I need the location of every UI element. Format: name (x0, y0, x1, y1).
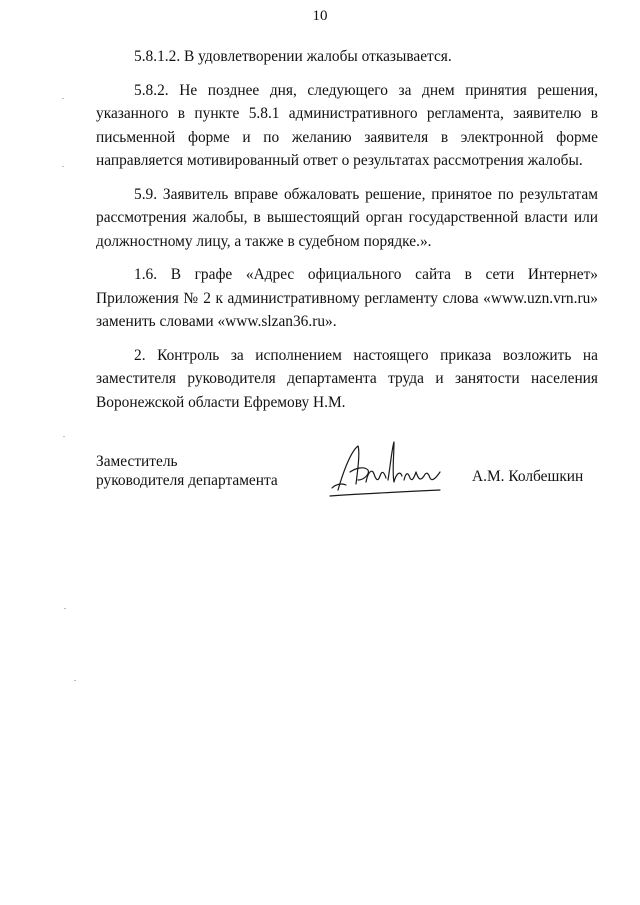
signature-block (96, 452, 601, 512)
page-number: 10 (312, 8, 328, 24)
signatory-title-line2: руководителя департамента (96, 472, 278, 489)
signatory-name: А.М. Колбешкин (472, 468, 584, 485)
scan-margin-mark (64, 608, 66, 609)
signatory-title-line1: Заместитель (96, 453, 178, 470)
scan-margin-mark (62, 98, 64, 99)
scan-margin-mark (63, 436, 65, 437)
paragraph-5-9: 5.9. Заявитель вправе обжаловать решение, принятое по результатам рассмотрения жалобы, в вышестоящий орган государственной власти или должностному лицу, а также в судебном порядке.». (96, 185, 598, 250)
paragraph-2: 2. Контроль за исполнением настоящего приказа возложить на заместителя руководителя департамента труда и занятости населения Воронежской области Ефремову Н.М. (96, 346, 598, 411)
scan-margin-mark (62, 166, 64, 167)
paragraph-5-8-1-2: 5.8.1.2. В удовлетворении жалобы отказывается. (134, 48, 452, 65)
document-body (96, 45, 598, 424)
scan-margin-mark (74, 680, 76, 681)
signatory-title (96, 452, 278, 490)
paragraph-5-8-2: 5.8.2. Не позднее дня, следующего за днем принятия решения, указанного в пункте 5.8.1 административного регламента, заявителю в письменной форме и по желанию заявителя в электронной форме направляется мотивированный ответ о результатах рассмотрения жалобы. (96, 81, 598, 169)
paragraph-1-6: 1.6. В графе «Адрес официального сайта в сети Интернет» Приложения № 2 к административному регламенту слова «www.uzn.vrn.ru» заменить словами «www.slzan36.ru». (96, 266, 598, 330)
handwritten-signature (328, 438, 460, 502)
